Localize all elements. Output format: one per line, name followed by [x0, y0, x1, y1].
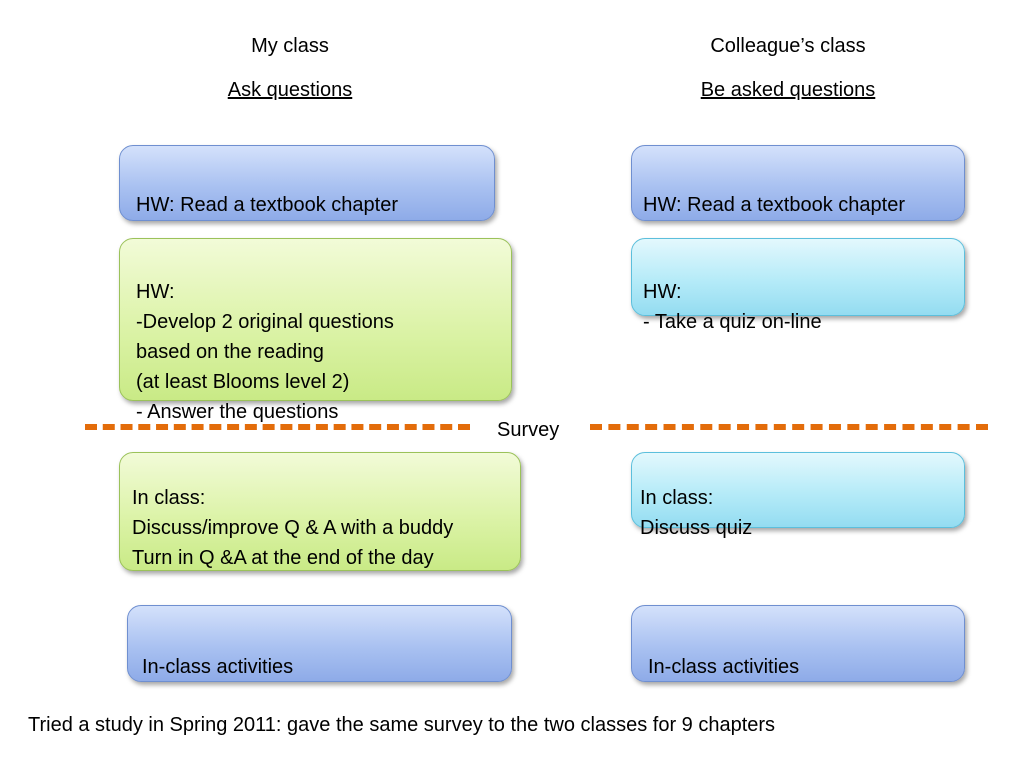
right-in-class-activities-box	[631, 605, 965, 682]
right-hw-quiz-text: HW: - Take a quiz on-line	[643, 281, 822, 333]
right-hw-read-box	[631, 145, 965, 221]
survey-label: Survey	[497, 419, 560, 441]
left-hw-read-text: HW: Read a textbook chapter	[136, 194, 398, 216]
left-in-class-activities-text: In-class activities	[142, 656, 294, 678]
right-in-class-activities-text: In-class activities	[648, 656, 800, 678]
left-hw-questions-text: HW: -Develop 2 original questions based on the reading (at least Blooms level 2) - Answer the questions	[136, 281, 394, 423]
left-in-class-text: In class: Discuss/improve Q & A with a buddy Turn in Q &A at the end of the day	[132, 487, 454, 569]
left-hw-read-box	[119, 145, 495, 221]
left-in-class-activities-box	[127, 605, 512, 682]
right-in-class-text: In class: Discuss quiz	[640, 487, 753, 539]
right-in-class-box	[631, 452, 965, 539]
left-column-title: My class	[251, 35, 329, 57]
right-hw-read-text: HW: Read a textbook chapter	[643, 194, 905, 216]
survey-divider-left	[85, 424, 470, 430]
left-column-subtitle: Ask questions	[227, 79, 353, 101]
right-hw-quiz-box	[631, 238, 965, 333]
right-column-subtitle: Be asked questions	[700, 79, 876, 101]
footer-note: Tried a study in Spring 2011: gave the same survey to the two classes for 9 chapters	[28, 714, 776, 736]
left-in-class-box	[119, 452, 521, 571]
survey-divider-right	[590, 424, 988, 430]
right-column-title: Colleague’s class	[710, 35, 866, 57]
left-hw-questions-box	[119, 238, 512, 423]
